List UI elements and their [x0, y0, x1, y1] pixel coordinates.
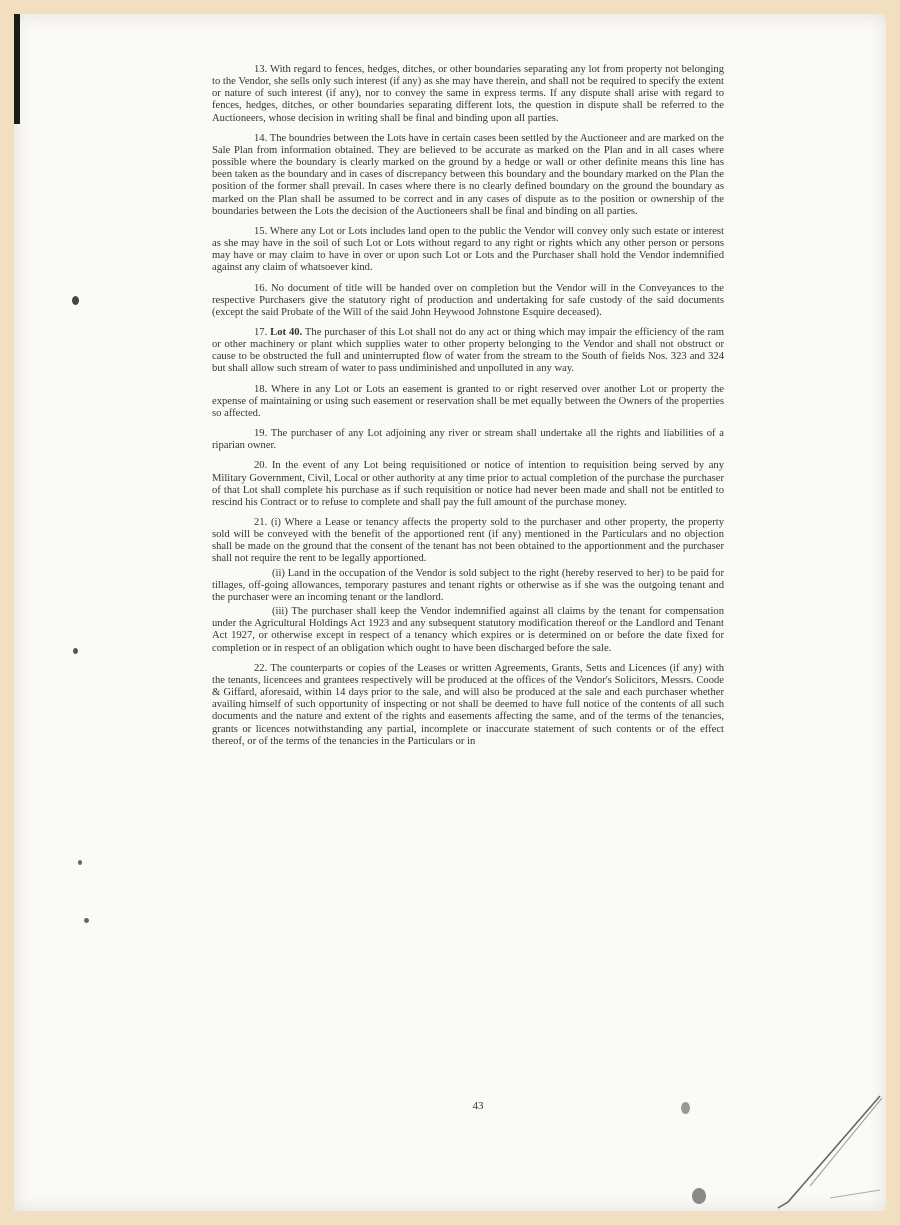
- clause-14: 14. The boundries between the Lots have in certain cases been settled by the Auctioneer and are marked on the Sale Plan from information obtained. They are believed to be accurate as marked on the Plan and in all cases where possible where the boundary is clearly marked on the ground by a hedge or wall or other definite means this line has been taken as the boundary and in cases of discrepancy between this boundary and the boundary marked on the Plan the position of the former shall prevail. In cases where there is no clearly defined boundary on the ground the boundary as marked on the Plan shall be assumed to be correct and in any cases of dispute as to the position or ownership of the boundaries between the Lots the decision of the Auctioneers shall be final and binding on all parties.: [212, 132, 724, 217]
- document-body: [212, 64, 724, 756]
- clause-20: 20. In the event of any Lot being requisitioned or notice of intention to requisition being served by any Military Government, Civil, Local or other authority at any time prior to actual completion of the purchase the purchaser of that Lot shall complete his purchase as if such requisition or notice had never been made and shall not be entitled to rescind his Contract or to refuse to complete and shall pay the full amount of the purchase money.: [212, 460, 724, 508]
- hole-punch-mark: [78, 860, 82, 865]
- lot-40-label: Lot 40.: [270, 326, 303, 338]
- hole-punch-mark: [84, 918, 89, 923]
- clause-22: 22. The counterparts or copies of the Leases or written Agreements, Grants, Setts and Licences (if any) with the tenants, licencees and grantees respectively will be produced at the offices of the Vendor's Solicitors, Messrs. Coode & Giffard, aforesaid, within 14 days prior to the sale, and will also be produced at the sale and each purchaser whether availing himself of such opportunity of inspecting or not shall be deemed to have full notice of the contents of all such documents and the nature and extent of the rights and easements affecting the same, and of the terms of the tenancies, grants or licences notwithstanding any partial, incomplete or inaccurate statement of such contents or of the effect thereof, or of the terms of the tenancies in the Particulars or in: [212, 662, 724, 747]
- clause-21-ii: (ii) Land in the occupation of the Vendor is sold subject to the right (hereby reserved to her) to be paid for tillages, off-going allowances, temporary pastures and tenant rights or otherwise as if she was the outgoing tenant and the purchaser were an incoming tenant or the landlord.: [212, 567, 724, 603]
- clause-16: 16. No document of title will be handed over on completion but the Vendor will in the Conveyances to the respective Purchasers give the statutory right of production and undertaking for safe custody of the said documents (except the said Probate of the Will of the said John Heywood Johnstone Esquire deceased).: [212, 282, 724, 318]
- binding-edge: [14, 14, 20, 124]
- clause-17-number: 17.: [254, 326, 268, 338]
- clause-17-text: The purchaser of this Lot shall not do any act or thing which may impair the efficiency of the ram or other machinery or plant which supplies water to other property belonging to the Vendor and shall not obstruct or cause to be obstructed the full and uninterrupted flow of water from the stream to the South of fields Nos. 323 and 324 but shall allow such stream of water to pass undiminished and unpolluted in any way.: [212, 326, 725, 375]
- clause-19: 19. The purchaser of any Lot adjoining any river or stream shall undertake all the rights and liabilities of a riparian owner.: [212, 428, 724, 452]
- corner-fold-mark: [770, 1090, 886, 1212]
- clause-13: 13. With regard to fences, hedges, ditches, or other boundaries separating any lot from property not belonging to the Vendor, she sells only such interest (if any) as she may have therein, and shall not be required to specify the extent or nature of such interest (if any), nor to convey the same in express terms. If any dispute shall arise with regard to fences, hedges, ditches, or other boundaries separating different lots, the question in dispute shall be referred to the Auctioneers, whose decision in writing shall be final and binding upon all parties.: [212, 64, 724, 124]
- clause-17: [212, 327, 724, 376]
- clause-21-i: 21. (i) Where a Lease or tenancy affects the property sold to the purchaser and other property, the property sold will be conveyed with the benefit of the apportioned rent (if any) mentioned in the Particulars and no objection shall be made on the ground that the consent of the tenant has not been obtained to the apportionment and the purchaser shall not require the rent to be legally apportioned.: [212, 517, 724, 565]
- hole-punch-mark: [72, 296, 79, 305]
- stain-mark: [681, 1102, 690, 1114]
- hole-punch-mark: [73, 648, 78, 654]
- stain-mark: [692, 1188, 706, 1204]
- clause-15: 15. Where any Lot or Lots includes land open to the public the Vendor will convey only such estate or interest as she may have in the soil of such Lot or Lots without regard to any right or rights which any other person or persons may have or may claim to have in over or upon such Lot or Lots and the Purchaser shall hold the Vendor indemnified against any claim of whatsoever kind.: [212, 225, 724, 274]
- page-number: 43: [472, 1100, 484, 1112]
- clause-18: 18. Where in any Lot or Lots an easement is granted to or right reserved over another Lot or property the expense of maintaining or using such easement or reservation shall be met equally between the Owners of the properties so affected.: [212, 383, 724, 419]
- clause-21-iii: (iii) The purchaser shall keep the Vendor indemnified against all claims by the tenant for compensation under the Agricultural Holdings Act 1923 and any subsequent statutory modification thereof or the Landlord and Tenant Act 1927, or otherwise except in respect of a tenancy which expires or is determined on or before the date fixed for completion or in respect of an obligation which ought to have been discharged before the sale.: [212, 606, 724, 654]
